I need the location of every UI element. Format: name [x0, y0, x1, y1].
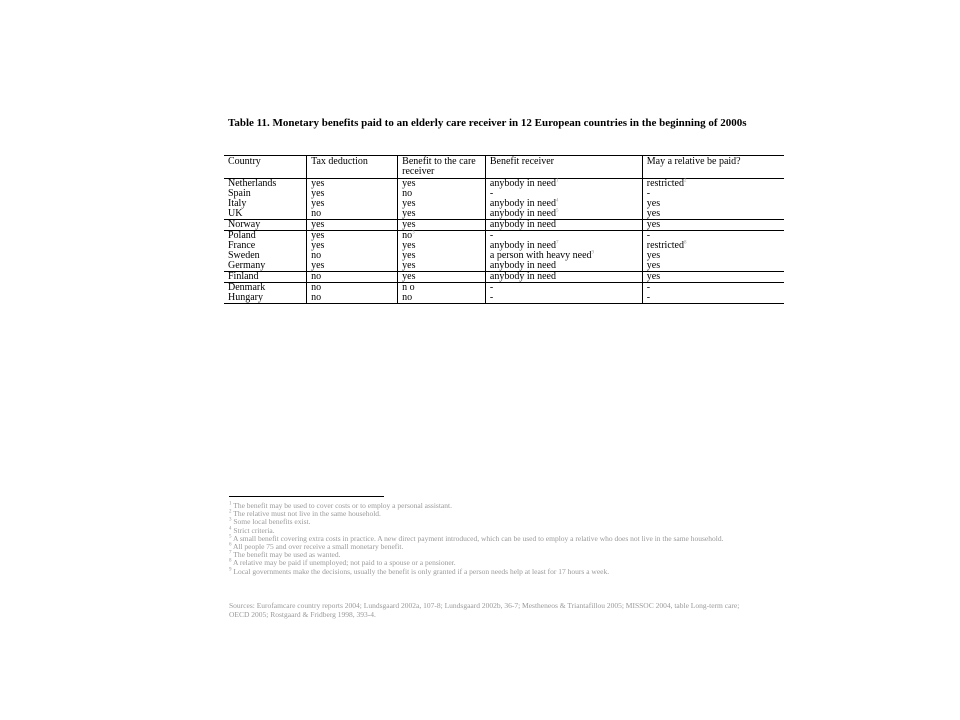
cell-benefit-text: no — [402, 292, 413, 303]
table-row — [224, 220, 784, 231]
header-benefit-receiver — [485, 156, 642, 179]
cell-benefit-receiver-text: - — [489, 292, 494, 303]
footnote-text: A small benefit covering extra costs in practice. A new direct payment introduced, which can be used to employ a relative who does not live in the same household. — [232, 533, 724, 543]
table-row — [224, 261, 784, 272]
footnote-number: 1 — [229, 501, 232, 507]
footnote-text: Strict criteria. — [233, 525, 275, 535]
cell-country — [224, 261, 307, 272]
footnote-number: 8 — [229, 558, 232, 564]
footnote-marker: 8 — [683, 240, 687, 246]
cell-country-text: Germany — [228, 260, 266, 271]
cell-tax-deduction — [307, 261, 398, 272]
cell-benefit-text: yes — [402, 208, 416, 219]
footnote-divider — [229, 496, 384, 497]
table-row — [224, 293, 784, 304]
cell-benefit-text: yes — [402, 271, 416, 282]
footnote-text: The benefit may be used to cover costs or to employ a personal assistant. — [233, 501, 452, 510]
cell-country-text: Denmark — [228, 282, 266, 293]
cell-tax-deduction-text: yes — [311, 219, 325, 230]
cell-relative-paid — [642, 293, 784, 304]
cell-relative-paid — [642, 179, 784, 190]
cell-benefit-receiver-text: - — [489, 230, 494, 241]
cell-benefit — [398, 272, 486, 283]
header-tax-deduction — [307, 156, 398, 179]
cell-benefit-receiver-text: anybody in need — [489, 178, 556, 189]
cell-relative-paid — [642, 199, 784, 209]
table-row — [224, 209, 784, 220]
cell-benefit-text: yes — [402, 250, 416, 261]
cell-benefit-receiver — [485, 283, 642, 294]
cell-tax-deduction-text: no — [311, 292, 322, 303]
table-title: Table 11. Monetary benefits paid to an elderly care receiver in 12 European countries in the beginning of 2000s — [228, 117, 747, 129]
cell-tax-deduction-text: yes — [311, 178, 325, 189]
header-relative-paid-label: May a relative be paid? — [646, 156, 741, 167]
cell-tax-deduction-text: yes — [311, 198, 325, 209]
cell-relative-paid-text: - — [646, 282, 651, 293]
cell-benefit-receiver-text: anybody in need — [489, 240, 556, 251]
footnote-number: 2 — [229, 509, 232, 515]
cell-country-text: France — [228, 240, 256, 251]
cell-relative-paid-text: yes — [646, 198, 661, 209]
cell-benefit-receiver-text: anybody in need — [489, 260, 556, 271]
cell-country — [224, 272, 307, 283]
cell-tax-deduction-text: no — [311, 208, 322, 219]
cell-benefit-receiver-text: anybody in need — [489, 271, 556, 282]
cell-benefit-receiver-text: anybody in need — [489, 198, 556, 209]
cell-relative-paid — [642, 251, 784, 261]
cell-benefit-text: n o — [402, 282, 415, 293]
table-row — [224, 272, 784, 283]
cell-benefit-text: yes — [402, 240, 416, 251]
cell-tax-deduction-text: no — [311, 282, 322, 293]
cell-relative-paid-text: - — [646, 188, 651, 199]
cell-relative-paid-text: yes — [646, 219, 661, 230]
cell-relative-paid — [642, 261, 784, 272]
footnote-number: 7 — [229, 550, 232, 556]
cell-benefit-receiver — [485, 293, 642, 304]
cell-country-text: Italy — [228, 198, 247, 209]
footnote-number: 5 — [229, 534, 232, 540]
cell-country-text: Norway — [228, 219, 261, 230]
cell-relative-paid — [642, 220, 784, 231]
cell-relative-paid — [642, 272, 784, 283]
footnote-number: 3 — [229, 517, 232, 523]
cell-benefit-receiver — [485, 220, 642, 231]
cell-country-text: UK — [228, 208, 243, 219]
footnote-marker: 9 — [591, 250, 595, 256]
table-body — [224, 156, 784, 304]
cell-benefit-text: yes — [402, 198, 416, 209]
footnote-text: A relative may be paid if unemployed; not paid to a spouse or a pensioner. — [232, 558, 456, 568]
cell-relative-paid-text: - — [646, 292, 651, 303]
cell-benefit — [398, 261, 486, 272]
cell-benefit-text: no — [402, 230, 413, 241]
cell-country-text: Poland — [228, 230, 256, 241]
header-tax-deduction-label: Tax deduction — [311, 156, 368, 167]
footnote-marker: 2 — [683, 178, 687, 184]
footnote-marker: 3 — [412, 230, 415, 236]
cell-country-text: Hungary — [228, 292, 263, 303]
cell-country-text: Finland — [228, 271, 259, 282]
footnote-text: Some local benefits exist. — [233, 517, 311, 527]
cell-benefit-receiver — [485, 272, 642, 283]
cell-tax-deduction-text: yes — [311, 240, 325, 251]
table-header-row — [224, 156, 784, 179]
cell-relative-paid-text: - — [646, 230, 651, 241]
cell-benefit-receiver — [485, 261, 642, 272]
cell-relative-paid-text: yes — [646, 271, 661, 282]
cell-benefit-text: no — [402, 188, 413, 199]
table-row — [224, 283, 784, 294]
cell-country — [224, 209, 307, 220]
cell-benefit — [398, 293, 486, 304]
footnote-marker: 7 — [555, 240, 559, 246]
cell-relative-paid — [642, 209, 784, 220]
cell-relative-paid-text: yes — [646, 208, 661, 219]
sources-note: Sources: Eurofamcare country reports 2004; Lundsgaard 2002a, 107-8; Lundsgaard 2002b, 36-7; Mestheneos & Triantafillou 2005; MISSOC 2004, table Long-term care; OECD 2005; Rostgaard & Fridberg 1998, 393-4. — [229, 601, 740, 619]
benefits-table — [224, 155, 784, 304]
header-benefit-label: Benefit to the care receiver — [402, 156, 476, 177]
header-benefit — [398, 156, 486, 179]
footnote-item — [229, 518, 759, 526]
header-benefit-receiver-label: Benefit receiver — [489, 156, 555, 167]
cell-tax-deduction-text: yes — [311, 188, 325, 199]
footnote-number: 6 — [229, 542, 232, 548]
cell-country-text: Spain — [228, 188, 251, 199]
cell-tax-deduction — [307, 209, 398, 220]
footnote-text: Local governments make the decisions, usually the benefit is only granted if a person needs help at least for 17 hours a week. — [233, 566, 610, 576]
cell-benefit-receiver — [485, 209, 642, 220]
footnote-number: 9 — [229, 567, 232, 573]
cell-benefit — [398, 220, 486, 231]
cell-benefit-text: yes — [402, 178, 416, 189]
cell-benefit-text: yes — [402, 219, 416, 230]
cell-tax-deduction-text: yes — [311, 230, 325, 241]
cell-benefit-receiver-text: - — [489, 188, 494, 199]
cell-tax-deduction — [307, 272, 398, 283]
footnote-marker: 1 — [555, 178, 559, 184]
cell-benefit-receiver-text: a person with heavy need — [489, 250, 592, 261]
cell-relative-paid-text: yes — [646, 250, 661, 261]
cell-relative-paid-text: yes — [646, 260, 661, 271]
footnote-marker: 5 — [555, 208, 559, 214]
cell-benefit-receiver-text: - — [489, 282, 494, 293]
footnote-text: The relative must not live in the same household. — [233, 509, 381, 519]
cell-tax-deduction — [307, 220, 398, 231]
cell-relative-paid-text: restricted — [646, 178, 684, 189]
footnotes — [229, 502, 759, 576]
cell-benefit-text: yes — [402, 260, 416, 271]
cell-relative-paid — [642, 241, 784, 251]
cell-country — [224, 220, 307, 231]
cell-benefit-receiver — [485, 179, 642, 190]
footnote-text: All people 75 and over receive a small monetary benefit. — [232, 542, 404, 552]
cell-country-text: Netherlands — [228, 178, 277, 189]
footnote-item — [229, 568, 759, 576]
footnote-number: 4 — [229, 526, 232, 532]
table-row — [224, 179, 784, 190]
footnote-marker: 4 — [555, 198, 559, 204]
footnote-text: The benefit may be used as wanted. — [233, 550, 341, 560]
cell-tax-deduction-text: no — [311, 271, 322, 282]
cell-tax-deduction-text: yes — [311, 260, 325, 271]
cell-benefit-receiver-text: anybody in need — [489, 208, 556, 219]
cell-tax-deduction — [307, 293, 398, 304]
cell-tax-deduction-text: no — [311, 250, 322, 261]
cell-relative-paid — [642, 189, 784, 199]
cell-country — [224, 293, 307, 304]
cell-relative-paid-text: restricted — [646, 240, 684, 251]
cell-benefit — [398, 209, 486, 220]
cell-country-text: Sweden — [228, 250, 260, 261]
header-country: Country — [224, 156, 307, 179]
cell-benefit-receiver-text: anybody in need — [489, 219, 556, 230]
header-relative-paid — [642, 156, 784, 179]
cell-relative-paid — [642, 283, 784, 294]
